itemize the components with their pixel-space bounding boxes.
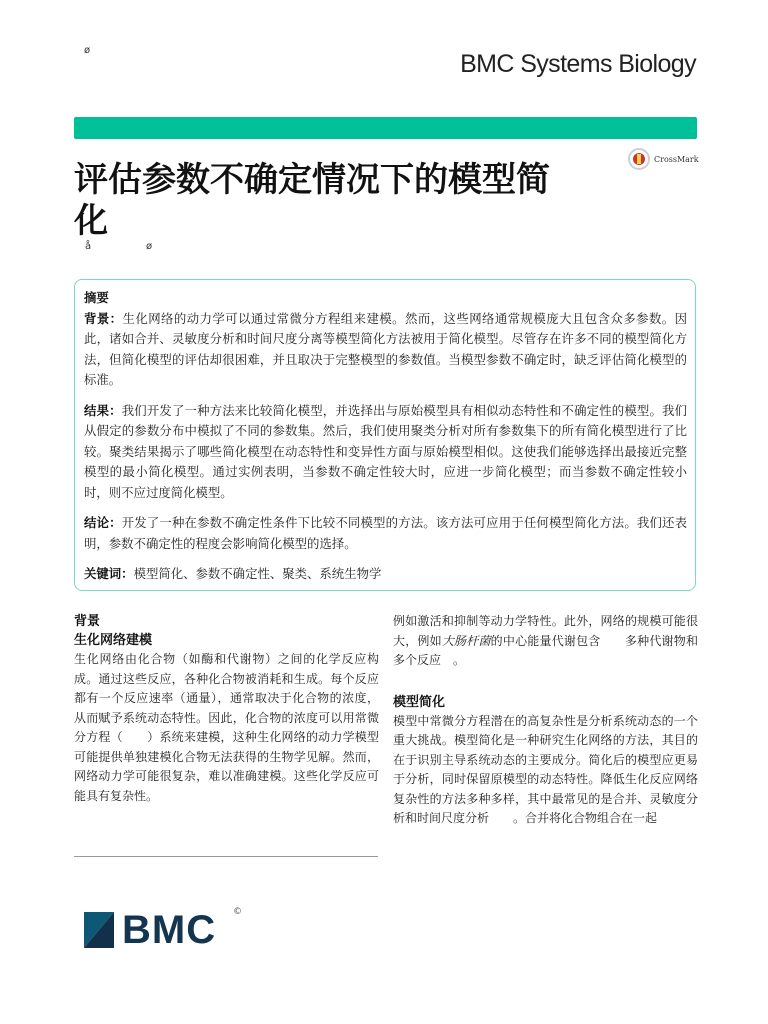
abstract-text: 我们开发了一种方法来比较简化模型，并选择出与原始模型具有相似动态特性和不确定性的模型。我们从假定的参数分布中模拟了不同的参数集。然后，我们使用聚类分析对所有参数集下的所有简化模型进行了比较。聚类结果揭示了哪些简化模型在动态特性和变异性方面与原始模型相似。这使我们能够选择出最接近完整模型的最小简化模型。通过实例表明，当参数不确定性较大时，应进一步简化模型；而当参数不确定性较小时，则不应过度简化模型。 xyxy=(84,402,688,500)
body-left-column xyxy=(74,612,379,806)
copyright-mark: © xyxy=(233,907,242,917)
abstract-label: 关键词： xyxy=(84,566,134,581)
abstract-box xyxy=(74,279,696,591)
abstract-keywords xyxy=(84,564,687,585)
abstract-conclusions xyxy=(84,513,687,554)
crossmark-icon xyxy=(628,148,650,170)
body-right-column xyxy=(393,612,722,829)
article-title: 评估参数不确定情况下的模型简化 xyxy=(74,160,550,241)
section-heading: 背景 xyxy=(74,614,101,629)
author-mark-1: å xyxy=(85,241,92,252)
body-text: 的中心能量代谢包含 多种代谢物和 多个反应 。 xyxy=(393,633,722,667)
abstract-label: 结论： xyxy=(84,515,122,530)
journal-name[interactable]: BMC Systems Biology xyxy=(460,50,696,78)
abstract-text: 模型简化、参数不确定性、聚类、系统生物学 xyxy=(133,566,382,581)
crossmark-badge[interactable] xyxy=(628,148,699,170)
abstract-text: 生化网络的动力学可以通过常微分方程组来建模。然而，这些网络通常规模庞大且包含众多参数。因此，诸如合并、灵敏度分析和时间尺度分离等模型简化方法被用于简化模型。尽管存在许多不同的模型简化方法，但简化模型的评估却很困难，并且取决于完整模型的参数值。当模型参数不确定时，缺乏评估简化模型的标准。 xyxy=(84,310,688,387)
abstract-text: 开发了一种在参数不确定性条件下比较不同模型的方法。该方法可应用于任何模型简化方法。我们还表明，参数不确定性的程度会影响简化模型的选择。 xyxy=(84,515,688,551)
abstract-label: 背景： xyxy=(84,310,123,326)
abstract-heading: 摘要 xyxy=(84,290,109,305)
body-paragraph: 生化网络由化合物（如酶和代谢物）之间的化学反应构成。通过这些反应，各种化合物被消耗和生成。每个反应都有一个反应速率（通量），通常取决于化合物的浓度，从而赋予系统动态特性。因此，化合物的浓度可以用常微分方程（ ）系统来建模，这种生化网络的动力学模型可能提供单独建模化合物无法获得的生物学见解。然而，网络动力学可能很复杂，难以准确建模。这些化学反应可能具有复杂性。 xyxy=(74,652,379,803)
body-paragraph: 模型中常微分方程潜在的高复杂性是分析系统动态的一个重大挑战。模型简化是一种研究生化网络的方法，其目的在于识别主导系统动态的主要成分。简化后的模型应更易于分析，同时保留原模型的动态特性。降低生化反应网络复杂性的方法多种多样，其中最常见的是合并、灵敏度分析和时间尺度分析 。合并将化合物组合在一起 xyxy=(393,713,698,825)
body-paragraph xyxy=(393,612,722,671)
header-mark: ø xyxy=(84,45,91,56)
bmc-logo[interactable] xyxy=(84,910,216,950)
abstract-results xyxy=(84,401,687,504)
abstract-background xyxy=(84,309,687,391)
footer-divider xyxy=(74,856,378,857)
subsection-heading: 生化网络建模 xyxy=(74,633,153,648)
header-accent-bar xyxy=(74,117,697,139)
subsection-heading: 模型简化 xyxy=(393,694,446,710)
body-text: 例如激活和抑制等动力学特性。此外，网络的规模可能很大，例如 xyxy=(393,614,698,648)
crossmark-label: CrossMark xyxy=(654,154,699,164)
species-name: 大肠杆菌 xyxy=(441,633,491,648)
bmc-logo-text: BMC xyxy=(122,908,217,952)
abstract-label: 结果： xyxy=(84,402,122,418)
author-mark-2: ø xyxy=(146,241,153,252)
bmc-logo-icon xyxy=(84,912,114,948)
